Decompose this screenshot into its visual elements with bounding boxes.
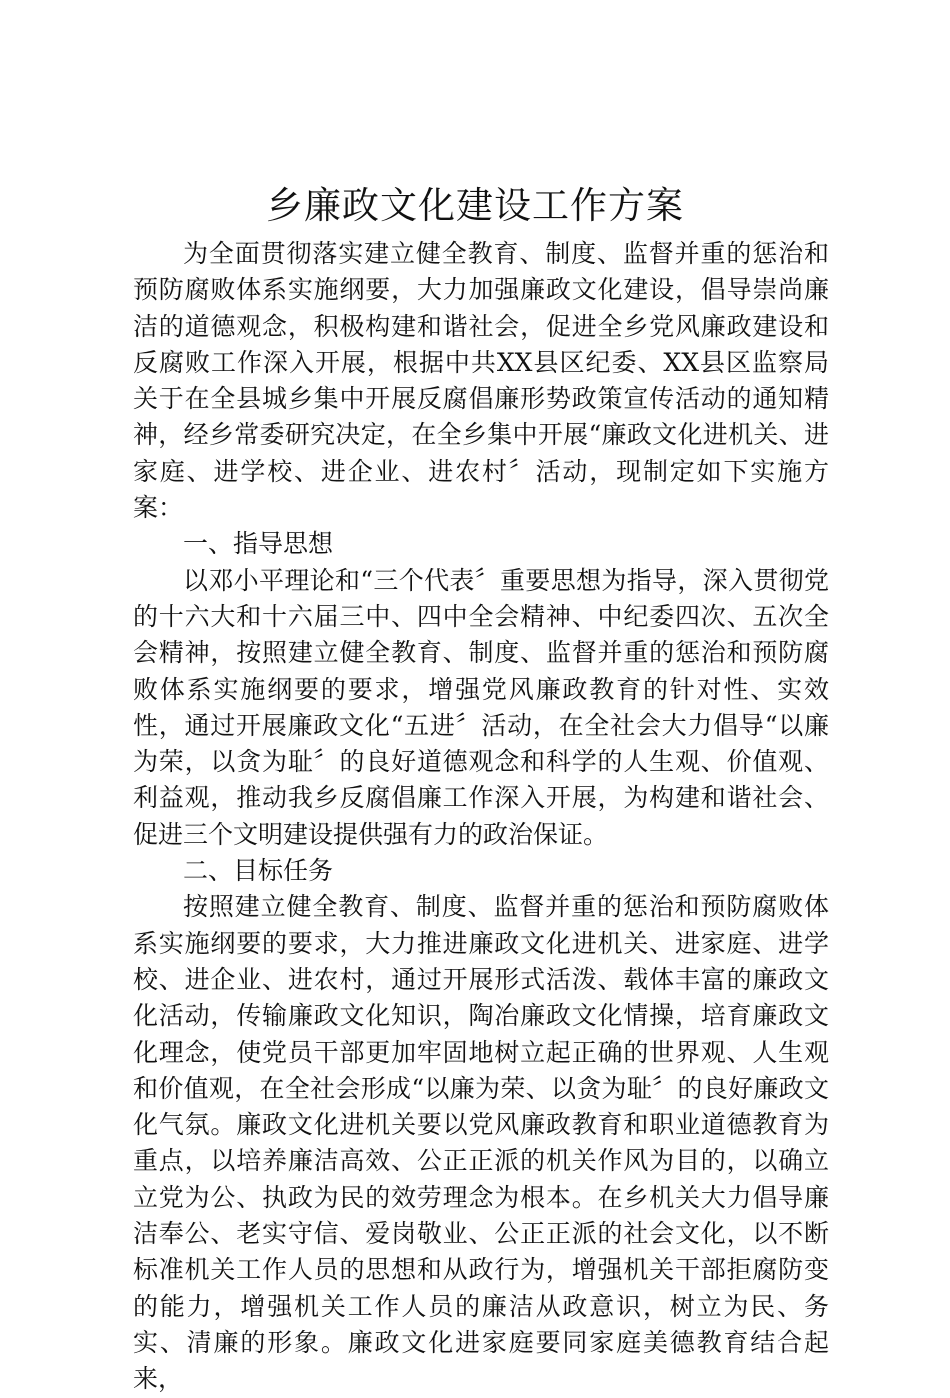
- document-title: 乡廉政文化建设工作方案: [266, 184, 684, 227]
- section-heading-goals-tasks: 二、目标任务: [183, 856, 334, 886]
- document-body: [133, 236, 829, 1398]
- section-body-guiding-ideology: 以邓小平理论和“三个代表〞重要思想为指导，深入贯彻党的十六大和十六届三中、四中全会精神、中纪委四次、五次全会精神，按照建立健全教育、制度、监督并重的惩治和预防腐败体系实施纲要的要求，增强党风廉政教育的针对性、实效性，通过开展廉政文化“五进〞活动，在全社会大力倡导“以廉为荣，以贪为耻〞的良好道德观念和科学的人生观、价值观、利益观，推动我乡反腐倡廉工作深入开展，为构建和谐社会、促进三个文明建设提供强有力的政治保证。: [133, 565, 829, 849]
- intro-paragraph: 为全面贯彻落实建立健全教育、制度、监督并重的惩治和预防腐败体系实施纲要，大力加强廉政文化建设，倡导崇尚廉洁的道德观念，积极构建和谐社会，促进全乡党风廉政建设和反腐败工作深入开展，根据中共XX县区纪委、XX县区监察局关于在全县城乡集中开展反腐倡廉形势政策宣传活动的通知精神，经乡常委研究决定，在全乡集中开展“廉政文化进机关、进家庭、进学校、进企业、进农村〞活动，现制定如下实施方案：: [133, 239, 829, 523]
- section-body-goals-tasks: 按照建立健全教育、制度、监督并重的惩治和预防腐败体系实施纲要的要求，大力推进廉政文化进机关、进家庭、进学校、进企业、进农村，通过开展形式活泼、载体丰富的廉政文化活动，传输廉政文化知识，陶冶廉政文化情操，培育廉政文化理念，使党员干部更加牢固地树立起正确的世界观、人生观和价值观，在全社会形成“以廉为荣、以贪为耻〞的良好廉政文化气氛。廉政文化进机关要以党风廉政教育和职业道德教育为重点，以培养廉洁高效、公正正派的机关作风为目的，以确立立党为公、执政为民的效劳理念为根本。在乡机关大力倡导廉洁奉公、老实守信、爱岗敬业、公正正派的社会文化，以不断标准机关工作人员的思想和从政行为，增强机关干部拒腐防变的能力，增强机关工作人员的廉洁从政意识，树立为民、务实、清廉的形象。廉政文化进家庭要同家庭美德教育结合起来，: [133, 892, 829, 1394]
- section-heading-guiding-ideology: 一、指导思想: [183, 529, 334, 559]
